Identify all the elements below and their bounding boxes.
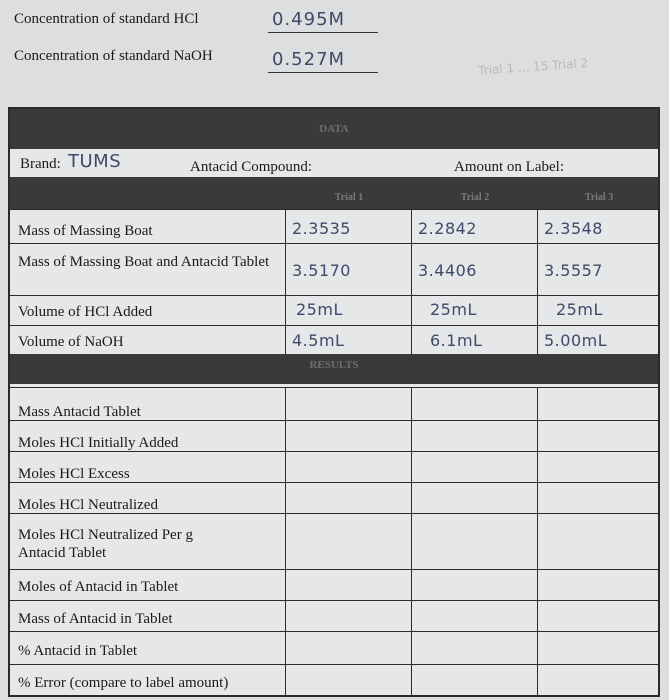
results-heading: RESULTS <box>10 354 658 384</box>
data-heading: DATA <box>10 109 658 149</box>
brand-label: Brand: <box>20 156 61 172</box>
trial-1-value: 4.5mL <box>292 331 345 350</box>
result-row-moles-hcl-neutralized: Moles HCl Neutralized <box>18 497 158 513</box>
lab-data-sheet <box>8 107 660 697</box>
brand-value: TUMS <box>68 151 122 172</box>
trial-2-value: 3.4406 <box>418 261 477 280</box>
antacid-compound-label: Antacid Compound: <box>190 159 313 175</box>
trial-2-value: 25mL <box>430 300 477 319</box>
trial-2-value: 2.2842 <box>418 219 477 238</box>
result-row-percent-antacid: % Antacid in Tablet <box>18 643 138 659</box>
hcl-concentration-value: 0.495M <box>268 9 378 33</box>
result-row-mass-antacid: Mass Antacid Tablet <box>18 404 141 420</box>
naoh-concentration-label: Concentration of standard NaOH <box>14 48 213 64</box>
row-label: Volume of HCl Added <box>18 304 153 320</box>
result-row-moles-antacid: Moles of Antacid in Tablet <box>18 579 179 595</box>
hcl-concentration-label: Concentration of standard HCl <box>14 11 199 27</box>
naoh-concentration-value: 0.527M <box>268 49 378 73</box>
trial-1-value: 25mL <box>296 300 343 319</box>
trial-3-value: 5.00mL <box>544 331 608 350</box>
faint-note: Trial 1 ... 15 Trial 2 <box>477 55 589 78</box>
result-row-percent-error: % Error (compare to label amount) <box>18 675 229 691</box>
trial-1-header: Trial 1 <box>334 192 364 203</box>
trial-3-value: 25mL <box>556 300 603 319</box>
amount-on-label-label: Amount on Label: <box>454 159 564 175</box>
result-row-moles-per-gram: Moles HCl Neutralized Per g Antacid Tablet <box>18 527 193 561</box>
trial-2-header: Trial 2 <box>460 192 490 203</box>
trial-1-value: 3.5170 <box>292 261 351 280</box>
result-row-mass-antacid-in-tablet: Mass of Antacid in Tablet <box>18 611 173 627</box>
result-row-moles-hcl-added: Moles HCl Initially Added <box>18 435 179 451</box>
trial-3-value: 2.3548 <box>544 219 603 238</box>
trial-2-value: 6.1mL <box>430 331 483 350</box>
trial-1-value: 2.3535 <box>292 219 351 238</box>
row-label: Volume of NaOH <box>18 334 124 350</box>
trial-3-header: Trial 3 <box>584 192 614 203</box>
row-label: Mass of Massing Boat <box>18 223 153 239</box>
row-label: Mass of Massing Boat and Antacid Tablet <box>18 254 270 270</box>
result-row-moles-hcl-excess: Moles HCl Excess <box>18 466 130 482</box>
trial-3-value: 3.5557 <box>544 261 603 280</box>
